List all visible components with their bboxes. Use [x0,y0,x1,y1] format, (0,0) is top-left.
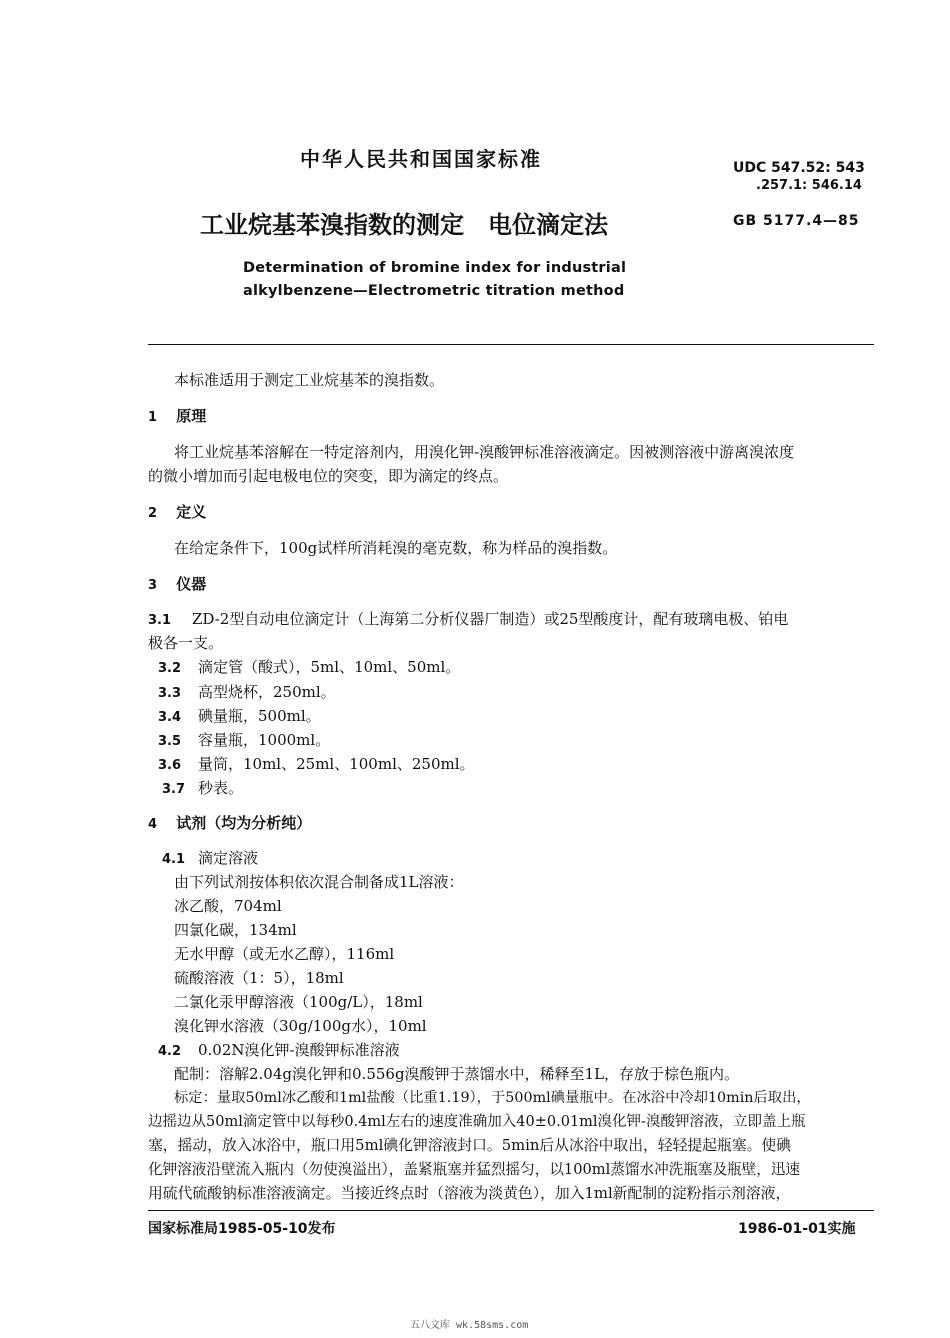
item-3-1-number: 3.1 [148,613,172,628]
item-3-1 [148,606,788,634]
effective-date: 1986-01-01实施 [738,1221,856,1237]
reagent-item: 无水甲醇（或无水乙醇），116ml [174,945,395,963]
item-3-7 [162,775,243,803]
scope-statement: 本标准适用于测定工业烷基苯的溴指数。 [174,371,445,389]
section-4-heading [148,810,311,838]
section-2-title: 定义 [176,503,207,521]
header-divider [148,344,874,345]
standardization-line2: 边摇边从50ml滴定管中以每秒0.4ml左右的速度准确加入40±0.01ml溴化钾-溴酸钾溶液，立即盖上瓶 [148,1114,806,1130]
section-1-text-line1: 将工业烷基苯溶解在一特定溶剂内，用溴化钾-溴酸钾标准溶液滴定。因被测溶液中游离溴浓度 [174,443,795,461]
item-3-6-text: 量筒，10ml、25ml、100ml、250ml。 [198,755,475,773]
reagent-item: 二氯化汞甲醇溶液（100g/L），18ml [174,993,423,1011]
standardization-line4: 化钾溶液沿壁流入瓶内（勿使溴溢出），盖紧瓶塞并猛烈摇匀，以100ml蒸馏水冲洗瓶塞及瓶壁，迅速 [148,1161,801,1178]
subsection-4-2-title: 0.02N溴化钾-溴酸钾标准溶液 [198,1041,400,1059]
standardization-line1: 标定：量取50ml冰乙酸和1ml盐酸（比重1.19），于500ml碘量瓶中。在冰浴中冷却10min后取出， [174,1090,811,1106]
section-3-title: 仪器 [176,575,207,593]
section-2-number: 2 [148,506,158,521]
section-2-text: 在给定条件下，100g试样所消耗溴的毫克数，称为样品的溴指数。 [174,539,618,557]
gb-standard-code: GB 5177.4—85 [733,213,860,229]
subsection-4-2-number: 4.2 [158,1044,182,1059]
section-1-number: 1 [148,410,158,425]
item-3-6-number: 3.6 [158,758,182,773]
udc-code-line1: UDC 547.52: 543 [733,160,865,176]
footer-divider [148,1210,874,1211]
item-3-5-number: 3.5 [158,734,182,749]
item-3-2-number: 3.2 [158,661,182,676]
reagent-item: 冰乙酸，704ml [174,897,282,915]
section-4-number: 4 [148,817,158,832]
reagent-mix-lead: 由下列试剂按体积依次混合制备成1L溶液： [174,873,464,891]
country-standard-label: 中华人民共和国国家标准 [300,147,542,171]
standardization-line3: 塞，摇动，放入冰浴中，瓶口用5ml碘化钾溶液封口。5min后从冰浴中取出，轻轻提起瓶塞。使碘 [148,1137,791,1154]
item-3-4-text: 碘量瓶，500ml。 [198,707,321,725]
item-3-5-text: 容量瓶，1000ml。 [198,731,331,749]
subsection-4-1-title: 滴定溶液 [198,849,259,867]
section-1-text-line2: 的微小增加而引起电极电位的突变，即为滴定的终点。 [148,467,509,485]
reagent-item: 硫酸溶液（1：5），18ml [174,969,344,987]
item-3-3-text: 高型烧杯，250ml。 [198,683,336,701]
document-title-cn: 工业烷基苯溴指数的测定 电位滴定法 [200,211,608,239]
item-3-2-text: 滴定管（酸式），5ml、10ml、50ml。 [198,658,461,676]
standardization-line5: 用硫代硫酸钠标准溶液滴定。当接近终点时（溶液为淡黄色），加入1ml新配制的淀粉指示剂溶液， [148,1185,791,1202]
item-3-7-text: 秒表。 [198,779,244,797]
watermark: 五八文库 wk.58sms.com [410,1320,529,1331]
preparation-text: 配制：溶解2.04g溴化钾和0.556g溴酸钾于蒸馏水中，稀释至1L，存放于棕色瓶内。 [174,1065,740,1083]
item-3-1-text: ZD-2型自动电位滴定计（上海第二分析仪器厂制造）或25型酸度计，配有玻璃电极、铂电 [192,610,789,628]
udc-code-line2: .257.1: 546.14 [756,178,862,193]
section-1-heading [148,403,206,431]
reagent-item: 四氯化碳，134ml [174,921,297,939]
item-3-7-number: 3.7 [162,782,186,797]
document-title-en-line2: alkylbenzene—Electrometric titration method [243,283,625,299]
item-3-1-continuation: 极各一支。 [148,634,224,652]
section-1-title: 原理 [176,407,207,425]
section-2-heading [148,499,206,527]
section-3-heading [148,571,206,599]
section-4-title: 试剂（均为分析纯） [176,814,312,832]
section-3-number: 3 [148,578,158,593]
subsection-4-1-number: 4.1 [162,852,186,867]
item-3-2 [158,654,460,682]
document-title-en-line1: Determination of bromine index for industrial [243,260,627,276]
issue-date: 国家标准局1985-05-10发布 [148,1221,336,1237]
reagent-item: 溴化钾水溶液（30g/100g水），10ml [174,1017,427,1035]
item-3-4-number: 3.4 [158,710,182,725]
item-3-3-number: 3.3 [158,686,182,701]
